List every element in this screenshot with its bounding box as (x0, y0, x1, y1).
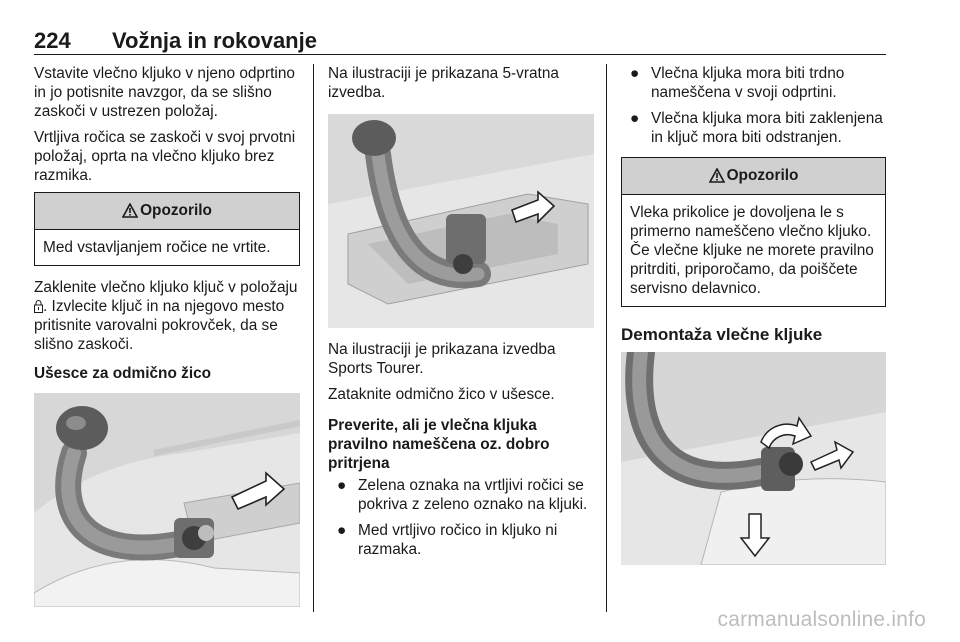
paragraph: Na ilustraciji je prikazana 5-vratna izvedba. (328, 65, 559, 101)
section-heading: Demontaža vlečne kljuke (621, 325, 823, 344)
removal-illustration (621, 352, 886, 565)
column-divider (313, 64, 314, 612)
list-item-text: Vlečna kljuka mora biti trdno nameščena v svoji odprtini. (651, 65, 845, 101)
list-item (328, 521, 594, 559)
bullet-icon: ● (337, 522, 347, 539)
chapter-title: Vožnja in rokovanje (112, 28, 317, 53)
warning-header (622, 158, 885, 195)
lock-symbol-icon (34, 299, 43, 313)
paragraph: Vstavite vlečno kljuko v njeno odprtino in jo potisnite navzgor, da se slišno zaskoči v ustrezen položaj. (34, 65, 295, 120)
column-1 (34, 64, 300, 607)
warning-title: Opozorilo (140, 202, 212, 219)
page-number: 224 (34, 28, 71, 53)
warning-header (35, 193, 299, 230)
paragraph-text: . Izvlecite ključ in na njegovo mesto pritisnite varovalni pokrovček, da se slišno zaskoči. (34, 298, 285, 353)
list-item-text: Med vrtljivo ročico in kljuko ni razmaka. (358, 522, 558, 558)
warning-text: Vleka prikolice je dovoljena le s primerno nameščeno vlečno kljuko. Če vlečne kljuke ne morete pravilno pritrditi, priporočamo, da poiščete servisno delavnico. (630, 204, 874, 297)
list-item (328, 476, 594, 514)
paragraph (34, 278, 300, 354)
paragraph: Zataknite odmično žico v ušesce. (328, 386, 555, 403)
list-item-text: Vlečna kljuka mora biti zaklenjena in ključ mora biti odstranjen. (651, 110, 883, 146)
warning-triangle-icon (122, 203, 138, 218)
bullet-icon: ● (630, 65, 640, 82)
warning-triangle-icon (709, 168, 725, 183)
bullet-icon: ● (630, 110, 640, 127)
bullet-icon: ● (337, 477, 347, 494)
warning-title: Opozorilo (726, 167, 799, 184)
safety-eyelet-illustration (34, 393, 300, 607)
column-3 (621, 64, 886, 565)
column-2 (328, 64, 594, 566)
list-item (621, 64, 886, 102)
paragraph: Na ilustraciji je prikazana izvedba Sports Tourer. (328, 341, 556, 377)
paragraph: Vrtljiva ročica se zaskoči v svoj prvotni položaj, oprta na vlečno kljuko brez razmika. (34, 129, 296, 184)
subheading: Ušesce za odmično žico (34, 365, 212, 382)
subheading: Preverite, ali je vlečna kljuka pravilno nameščena oz. dobro pritrjena (328, 417, 550, 472)
five-door-illustration (328, 114, 594, 328)
page-header (34, 28, 886, 55)
warning-text: Med vstavljanjem ročice ne vrtite. (43, 239, 271, 256)
watermark: carmanualsonline.info (717, 608, 926, 631)
column-divider (606, 64, 607, 612)
list-item (621, 109, 886, 147)
warning-box (621, 157, 886, 307)
warning-box (34, 192, 300, 266)
list-item-text: Zelena oznaka na vrtljivi ročici se pokriva z zeleno oznako na kljuki. (358, 477, 588, 513)
paragraph-text: Zaklenite vlečno kljuko ključ v položaju (34, 279, 298, 296)
